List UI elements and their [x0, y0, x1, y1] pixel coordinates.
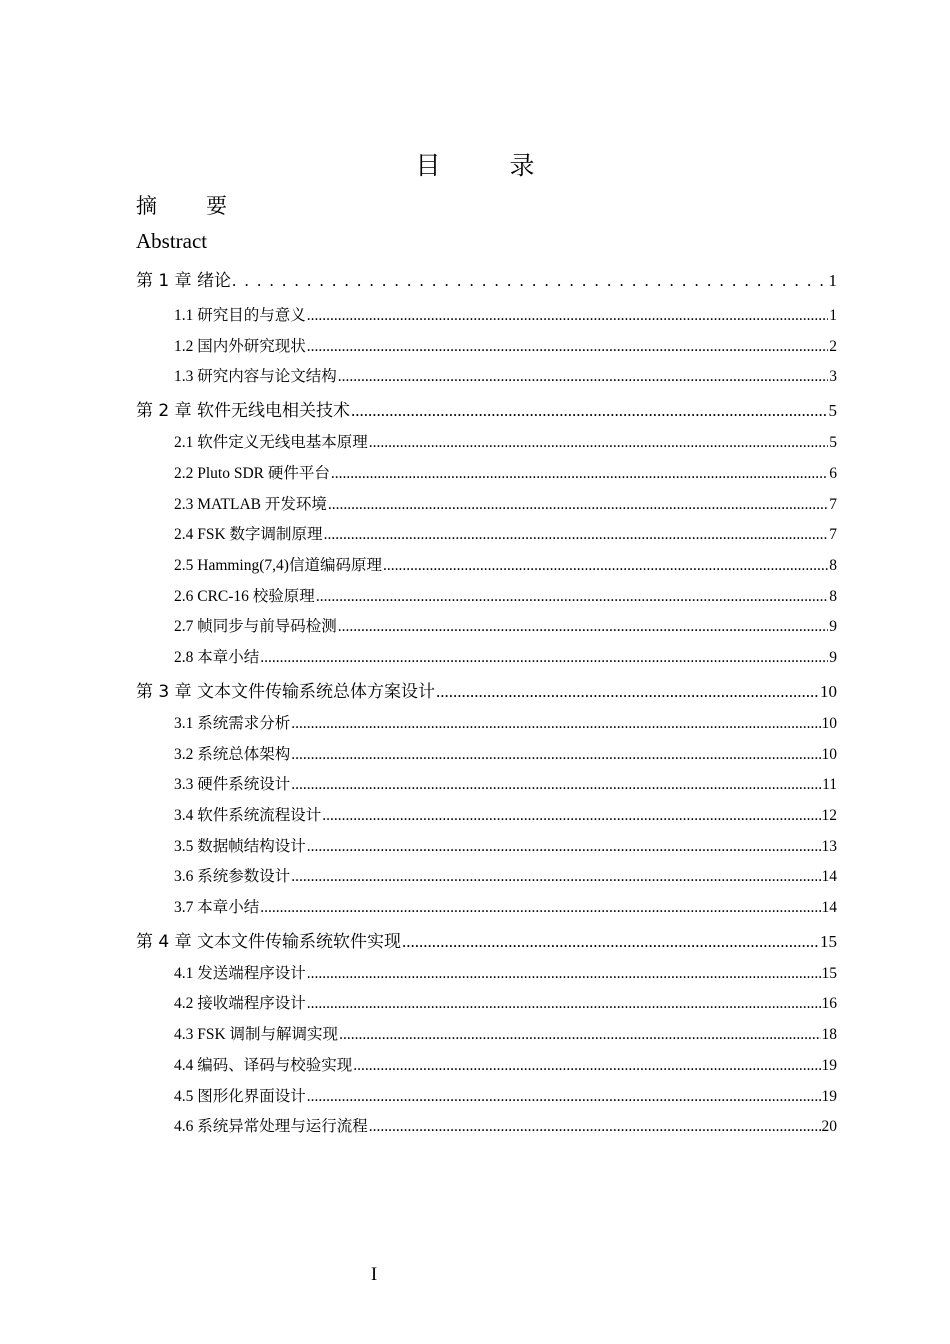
toc-section-entry[interactable] — [174, 803, 837, 825]
toc-entry-page-number: 9 — [829, 649, 837, 666]
toc-entry-page-number: 18 — [821, 1026, 837, 1043]
toc-section-entry[interactable] — [174, 742, 837, 764]
toc-dot-leader — [291, 715, 820, 733]
toc-section-entry[interactable] — [174, 364, 837, 386]
toc-entry-page-number: 20 — [821, 1118, 837, 1135]
abstract-cn-entry[interactable]: 摘 要 — [136, 194, 241, 218]
toc-dot-leader — [369, 434, 828, 452]
toc-entry-page-number: 8 — [829, 588, 837, 605]
toc-section-entry[interactable] — [174, 614, 837, 636]
toc-dot-leader — [307, 307, 828, 325]
toc-entry-label: 3.1 系统需求分析 — [174, 715, 291, 732]
toc-entry-label: 1.3 研究内容与论文结构 — [174, 368, 337, 385]
toc-section-entry[interactable] — [174, 303, 837, 325]
toc-dot-leader — [260, 899, 820, 917]
toc-entry-page-number: 14 — [821, 868, 837, 885]
toc-section-entry[interactable] — [174, 645, 837, 667]
toc-section-entry[interactable] — [174, 334, 837, 356]
toc-section-entry[interactable] — [174, 461, 837, 483]
toc-entry-page-number: 9 — [829, 618, 837, 635]
abstract-en-entry[interactable]: Abstract — [136, 229, 208, 253]
toc-chapter-entry[interactable] — [136, 266, 837, 291]
toc-entry-page-number: 15 — [820, 932, 837, 951]
toc-entry-label: 4.5 图形化界面设计 — [174, 1088, 306, 1105]
toc-dot-leader — [338, 618, 828, 636]
toc-entry-page-number: 5 — [829, 434, 837, 451]
toc-entry-page-number: 5 — [828, 401, 837, 420]
toc-dot-leader — [316, 588, 828, 606]
toc-entry-page-number: 10 — [821, 746, 837, 763]
toc-dot-leader — [338, 368, 828, 386]
toc-dot-leader — [307, 838, 821, 856]
toc-entry-label: 4.1 发送端程序设计 — [174, 965, 306, 982]
toc-entry-label: 1.2 国内外研究现状 — [174, 338, 306, 355]
toc-dot-leader — [402, 932, 819, 952]
toc-entry-page-number: 13 — [821, 838, 837, 855]
toc-entry-label: 2.7 帧同步与前导码检测 — [174, 618, 337, 635]
page-number: I — [370, 1264, 378, 1285]
toc-entry-page-number: 6 — [829, 465, 837, 482]
toc-dot-leader — [436, 682, 819, 702]
toc-section-entry[interactable] — [174, 834, 837, 856]
toc-entry-label: 2.2 Pluto SDR 硬件平台 — [174, 465, 330, 482]
toc-dot-leader — [307, 965, 821, 983]
toc-entry-label: 4.4 编码、译码与校验实现 — [174, 1057, 353, 1074]
toc-entry-page-number: 19 — [821, 1088, 837, 1105]
toc-entry-page-number: 2 — [829, 338, 837, 355]
toc-title: 目 录 — [415, 151, 557, 180]
toc-dot-leader — [339, 1026, 820, 1044]
toc-section-entry[interactable] — [174, 1114, 837, 1136]
toc-entry-label: 2.5 Hamming(7,4)信道编码原理 — [174, 557, 382, 574]
toc-dot-leader — [324, 526, 829, 544]
toc-section-entry[interactable] — [174, 1084, 837, 1106]
toc-dot-leader — [291, 776, 821, 794]
toc-section-entry[interactable] — [174, 772, 837, 794]
toc-chapter-entry[interactable] — [136, 677, 837, 702]
toc-dot-leader — [307, 1088, 821, 1106]
toc-entry-label: 3.2 系统总体架构 — [174, 746, 291, 763]
toc-section-entry[interactable] — [174, 895, 837, 917]
toc-section-entry[interactable] — [174, 522, 837, 544]
toc-dot-leader — [328, 496, 828, 514]
toc-entry-label: 4.3 FSK 调制与解调实现 — [174, 1026, 339, 1043]
toc-entry-label: 第 1 章 绪论 — [136, 271, 232, 291]
toc-entry-label: 第 4 章 文本文件传输系统软件实现 — [136, 932, 402, 952]
toc-entry-label: 4.6 系统异常处理与运行流程 — [174, 1118, 368, 1135]
toc-entry-page-number: 15 — [821, 965, 837, 982]
toc-entry-page-number: 7 — [829, 526, 837, 543]
toc-section-entry[interactable] — [174, 553, 837, 575]
toc-entry-label: 2.4 FSK 数字调制原理 — [174, 526, 323, 543]
toc-section-entry[interactable] — [174, 1022, 837, 1044]
toc-section-entry[interactable] — [174, 492, 837, 514]
toc-section-entry[interactable] — [174, 584, 837, 606]
toc-entry-label: 1.1 研究目的与意义 — [174, 307, 306, 324]
toc-chapter-entry[interactable] — [136, 396, 837, 421]
toc-dot-leader — [322, 807, 820, 825]
toc-dot-leader — [351, 401, 827, 421]
toc-section-entry[interactable] — [174, 430, 837, 452]
toc-entry-label: 2.6 CRC-16 校验原理 — [174, 588, 315, 605]
toc-entry-page-number: 10 — [820, 682, 837, 701]
toc-dot-leader — [291, 746, 820, 764]
toc-entry-label: 2.8 本章小结 — [174, 649, 260, 666]
toc-entry-label: 3.5 数据帧结构设计 — [174, 838, 306, 855]
toc-section-entry[interactable] — [174, 991, 837, 1013]
toc-entry-page-number: 10 — [821, 715, 837, 732]
toc-dot-leader — [232, 271, 827, 291]
toc-dot-leader — [331, 465, 828, 483]
toc-entry-label: 第 3 章 文本文件传输系统总体方案设计 — [136, 682, 436, 702]
toc-entry-page-number: 7 — [829, 496, 837, 513]
toc-entry-label: 第 2 章 软件无线电相关技术 — [136, 401, 351, 421]
toc-dot-leader — [307, 338, 828, 356]
toc-entry-label: 4.2 接收端程序设计 — [174, 995, 306, 1012]
toc-chapter-entry[interactable] — [136, 927, 837, 952]
toc-section-entry[interactable] — [174, 711, 837, 733]
toc-entry-page-number: 16 — [821, 995, 837, 1012]
toc-entry-page-number: 12 — [821, 807, 837, 824]
toc-entry-page-number: 14 — [821, 899, 837, 916]
toc-section-entry[interactable] — [174, 961, 837, 983]
toc-dot-leader — [353, 1057, 820, 1075]
toc-section-entry[interactable] — [174, 1053, 837, 1075]
toc-entry-page-number: 3 — [829, 368, 837, 385]
toc-entry-label: 3.7 本章小结 — [174, 899, 260, 916]
toc-entry-label: 3.3 硬件系统设计 — [174, 776, 291, 793]
toc-dot-leader — [307, 995, 821, 1013]
toc-entry-page-number: 11 — [822, 776, 837, 793]
toc-section-entry[interactable] — [174, 864, 837, 886]
toc-dot-leader — [369, 1118, 821, 1136]
toc-entry-label: 2.1 软件定义无线电基本原理 — [174, 434, 368, 451]
toc-entry-page-number: 1 — [829, 307, 837, 324]
toc-dot-leader — [260, 649, 828, 667]
toc-entry-label: 3.4 软件系统流程设计 — [174, 807, 322, 824]
toc-entry-label: 2.3 MATLAB 开发环境 — [174, 496, 327, 513]
toc-dot-leader — [291, 868, 820, 886]
toc-entry-page-number: 19 — [821, 1057, 837, 1074]
toc-entry-page-number: 1 — [828, 271, 837, 290]
toc-entry-page-number: 8 — [829, 557, 837, 574]
toc-dot-leader — [383, 557, 828, 575]
toc-entry-label: 3.6 系统参数设计 — [174, 868, 291, 885]
